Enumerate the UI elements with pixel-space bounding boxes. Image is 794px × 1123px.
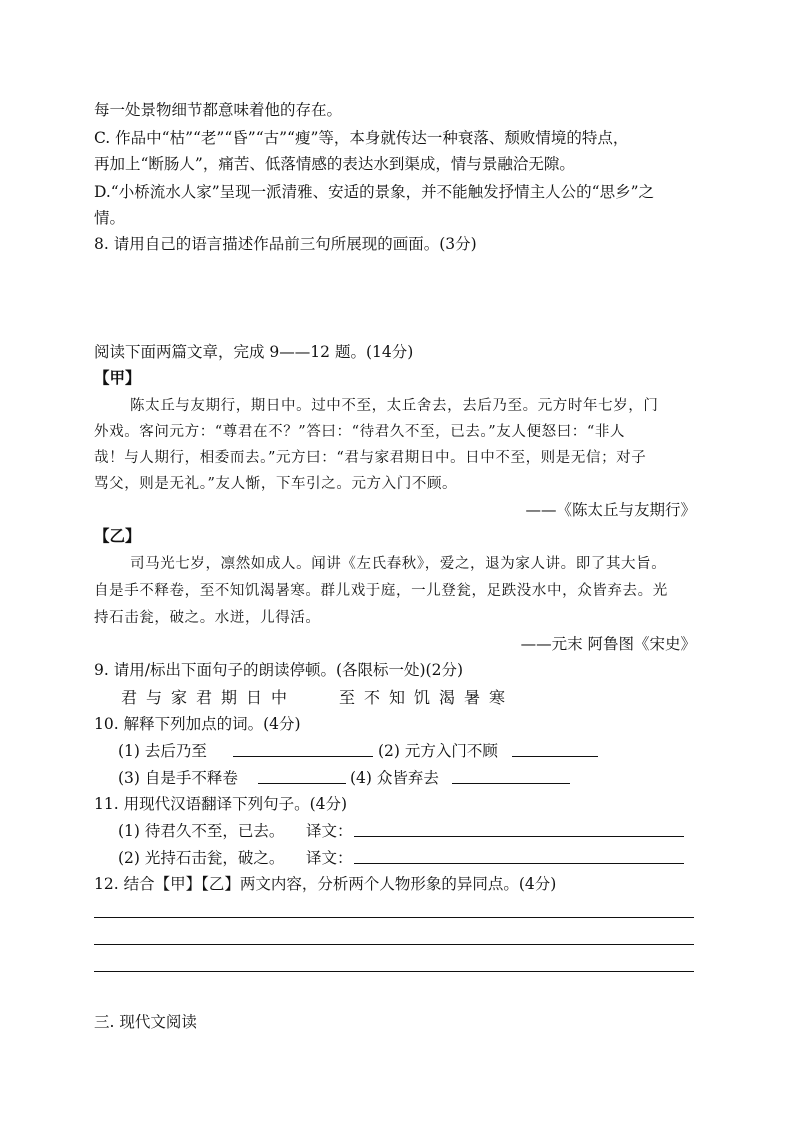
question-9-sentence-2: 至不知饥渴暑寒 [339, 688, 515, 707]
question-11-item-1: (1) 待君久不至，已去。 [118, 822, 285, 840]
answer-line[interactable] [94, 917, 694, 918]
question-11-item-2: (2) 光持石击瓮，破之。 [118, 849, 285, 867]
passage-yi-line: 自是手不释卷，至不知饥渴暑寒。群儿戏于庭，一儿登瓮，足跌没水中，众皆弃去。光 [94, 583, 668, 599]
translation-label: 译文： [306, 849, 353, 867]
translation-label: 译文： [306, 822, 353, 840]
question-10-item-1: (1) 去后乃至 [118, 742, 207, 760]
q7-option-d-line1: D.“小桥流水人家”呈现一派清雅、安适的景象，并不能触发抒情主人公的“思乡”之 [94, 183, 655, 201]
section-3-heading: 三. 现代文阅读 [94, 1013, 197, 1031]
reading-intro: 阅读下面两篇文章，完成 9——12 题。(14分) [94, 343, 414, 361]
answer-line[interactable] [94, 944, 694, 945]
passage-jia-label: 【甲】 [94, 368, 141, 387]
passage-jia-line: 哉！与人期行，相委而去。”元方曰：“君与家君期日中。日中不至，则是无信；对子 [94, 450, 647, 466]
answer-blank[interactable] [258, 769, 346, 784]
question-12-stem: 12. 结合【甲】【乙】两文内容，分析两个人物形象的异同点。(4分) [94, 875, 557, 893]
q7-option-b-end: 每一处景物细节都意味着他的存在。 [94, 101, 343, 119]
passage-yi-line: 持石击瓮，破之。水迸，儿得活。 [94, 610, 321, 626]
question-10-item-2: (2) 元方入门不顾 [378, 742, 498, 760]
answer-blank[interactable] [233, 742, 373, 757]
q7-option-d-line2: 情。 [94, 209, 126, 227]
passage-jia-line: 陈太丘与友期行，期日中。过中不至，太丘舍去，去后乃至。元方时年七岁，门 [130, 398, 659, 414]
question-8: 8. 请用自己的语言描述作品前三句所展现的画面。(3分) [94, 235, 477, 253]
passage-jia-line: 骂父，则是无礼。”友人惭，下车引之。元方入门不顾。 [94, 476, 458, 492]
q7-option-c-line2: 再加上“断肠人”，痛苦、低落情感的表达水到渠成，情与景融洽无隙。 [94, 155, 575, 173]
answer-blank[interactable] [512, 742, 598, 757]
question-10-item-4: (4) 众皆弃去 [350, 769, 439, 787]
passage-jia-source: ——《陈太丘与友期行》 [525, 501, 696, 519]
q7-option-c-line1: C. 作品中“枯”“老”“昏”“古”“瘦”等，本身就传达一种衰落、颓败情境的特点， [94, 129, 629, 147]
question-9-stem: 9. 请用/标出下面句子的朗读停顿。(各限标一处)(2分) [94, 661, 463, 679]
passage-yi-label: 【乙】 [94, 526, 141, 545]
passage-yi-source: ——元末 阿鲁图《宋史》 [520, 635, 696, 653]
question-9-sentence-1: 君与家君期日中 [121, 688, 297, 707]
question-10-stem: 10. 解释下列加点的词。(4分) [94, 715, 301, 733]
translation-blank[interactable] [354, 849, 684, 864]
passage-jia-line: 外戏。客问元方：“尊君在不？”答曰：“待君久不至，已去。”友人便怒曰：“非人 [94, 424, 626, 440]
question-11-stem: 11. 用现代汉语翻译下列句子。(4分) [94, 795, 348, 813]
answer-line[interactable] [94, 971, 694, 972]
translation-blank[interactable] [354, 822, 684, 837]
passage-yi-line: 司马光七岁，凛然如成人。闻讲《左氏春秋》，爱之，退为家人讲。即了其大旨。 [130, 556, 667, 572]
question-10-item-3: (3) 自是手不释卷 [118, 769, 238, 787]
answer-blank[interactable] [452, 769, 570, 784]
